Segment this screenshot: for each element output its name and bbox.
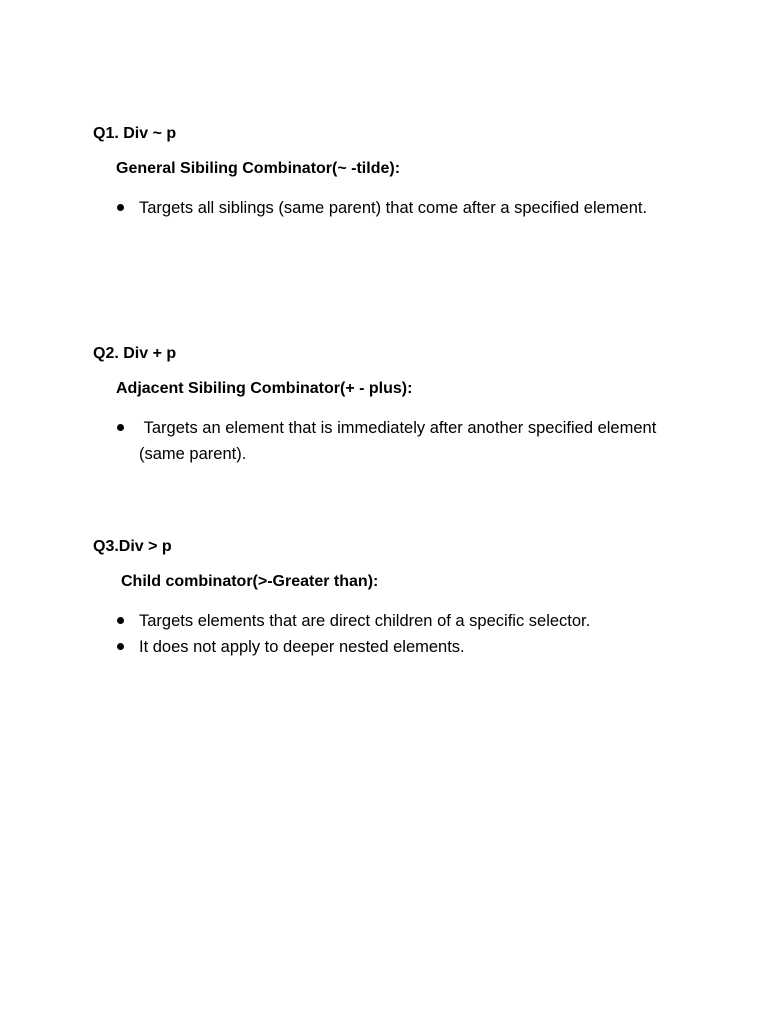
subheading: General Sibiling Combinator(~ -tilde): xyxy=(116,160,401,177)
bullet-list xyxy=(116,415,713,467)
bullet-list xyxy=(116,195,713,221)
bullet-icon xyxy=(117,643,124,650)
bullet-icon xyxy=(117,424,124,431)
list-item-text: Targets elements that are direct children of a specific selector. xyxy=(139,612,591,630)
list-item-text: Targets an element that is immediately after another specified element (same parent). xyxy=(139,419,661,463)
question-heading: Q1. Div ~ p xyxy=(93,125,177,142)
subheading: Child combinator(>-Greater than): xyxy=(121,573,379,590)
question-heading: Q3.Div > p xyxy=(93,538,172,555)
bullet-list xyxy=(116,608,713,660)
section-q3 xyxy=(93,537,713,660)
bullet-icon xyxy=(117,617,124,624)
list-item-text: It does not apply to deeper nested elements. xyxy=(139,638,465,656)
bullet-icon xyxy=(117,204,124,211)
subheading: Adjacent Sibiling Combinator(+ - plus): xyxy=(116,380,413,397)
list-item xyxy=(116,195,713,221)
list-item xyxy=(116,608,713,634)
section-q1 xyxy=(93,124,713,221)
section-q2 xyxy=(93,344,713,467)
list-item xyxy=(116,415,713,467)
question-heading: Q2. Div + p xyxy=(93,345,177,362)
list-item xyxy=(116,634,713,660)
list-item-text: Targets all siblings (same parent) that come after a specified element. xyxy=(139,199,648,217)
